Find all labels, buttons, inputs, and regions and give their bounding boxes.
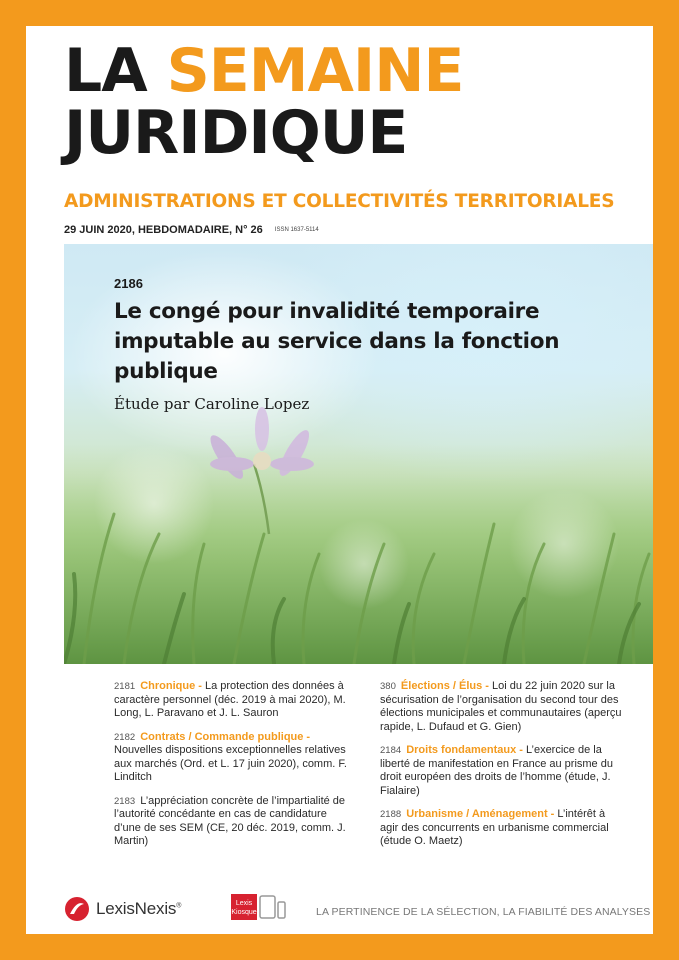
- kiosque-logo: Lexis Kiosque: [231, 894, 257, 920]
- title-part1: LA: [64, 36, 167, 106]
- toc-entry: 2188 Urbanisme / Aménagement - L’intérêt à agir des concurrents en urbanisme commercial (étude O. Maetz): [380, 808, 609, 847]
- issue-date: 29 JUIN 2020, HEBDOMADAIRE, N° 26: [64, 224, 263, 236]
- lexisnexis-emblem-icon: [64, 896, 90, 922]
- toc-entry: 2183 L’appréciation concrète de l’impartialité de l’autorité concédante en cas de candidature d’une de ses SEM (CE, 20 déc. 2019, comm. J. Martin): [114, 794, 346, 847]
- cover-page: [26, 26, 653, 934]
- issn: ISSN 1637-5114: [274, 227, 319, 234]
- feature-title: Le congé pour invalidité temporaire imputable au service dans la fonction publique: [114, 299, 560, 384]
- toc-entry: 2184 Droits fondamentaux - L’exercice de la liberté de manifestation en France au prisme du droit européen des droits de l’homme (étude, J. Fialaire): [380, 744, 613, 797]
- title-accent: SEMAINE: [166, 36, 464, 106]
- publisher-name: LexisNexis®: [96, 899, 182, 918]
- contents-right-column: [380, 680, 625, 859]
- footer-tagline: LA PERTINENCE DE LA SÉLECTION, LA FIABILITÉ DES ANALYSES: [316, 906, 651, 918]
- magazine-title-line1: [64, 36, 624, 106]
- edition-subtitle: ADMINISTRATIONS ET COLLECTIVITÉS TERRITORIALES: [64, 191, 615, 212]
- magazine-title-line2: JURIDIQUE: [64, 98, 408, 168]
- toc-entry: 380 Élections / Élus - Loi du 22 juin 2020 sur la sécurisation de l’organisation du second tour des élections municipales et communautaires (aperçu rapide, L. Dufaud et G. Gien): [380, 680, 622, 733]
- feature-article: [114, 276, 634, 413]
- lexis-kiosque-badge: [231, 894, 287, 920]
- toc-entry: 2182 Contrats / Commande publique - Nouvelles dispositions exceptionnelles relatives aux marchés (Ord. et L. 17 juin 2020), comm. F. Linditch: [114, 730, 347, 783]
- masthead: [64, 36, 624, 168]
- device-icon: [257, 894, 287, 920]
- feature-number: 2186: [114, 276, 143, 291]
- cover-photo: [64, 244, 653, 664]
- lexisnexis-logo: [64, 896, 181, 922]
- toc-entry: 2181 Chronique - La protection des données à caractère personnel (déc. 2019 à mai 2020), M. Long, L. Paravano et J. L. Sauron: [114, 680, 346, 719]
- issue-info: [64, 224, 319, 236]
- contents-left-column: [114, 680, 354, 859]
- feature-author: Étude par Caroline Lopez: [114, 395, 310, 413]
